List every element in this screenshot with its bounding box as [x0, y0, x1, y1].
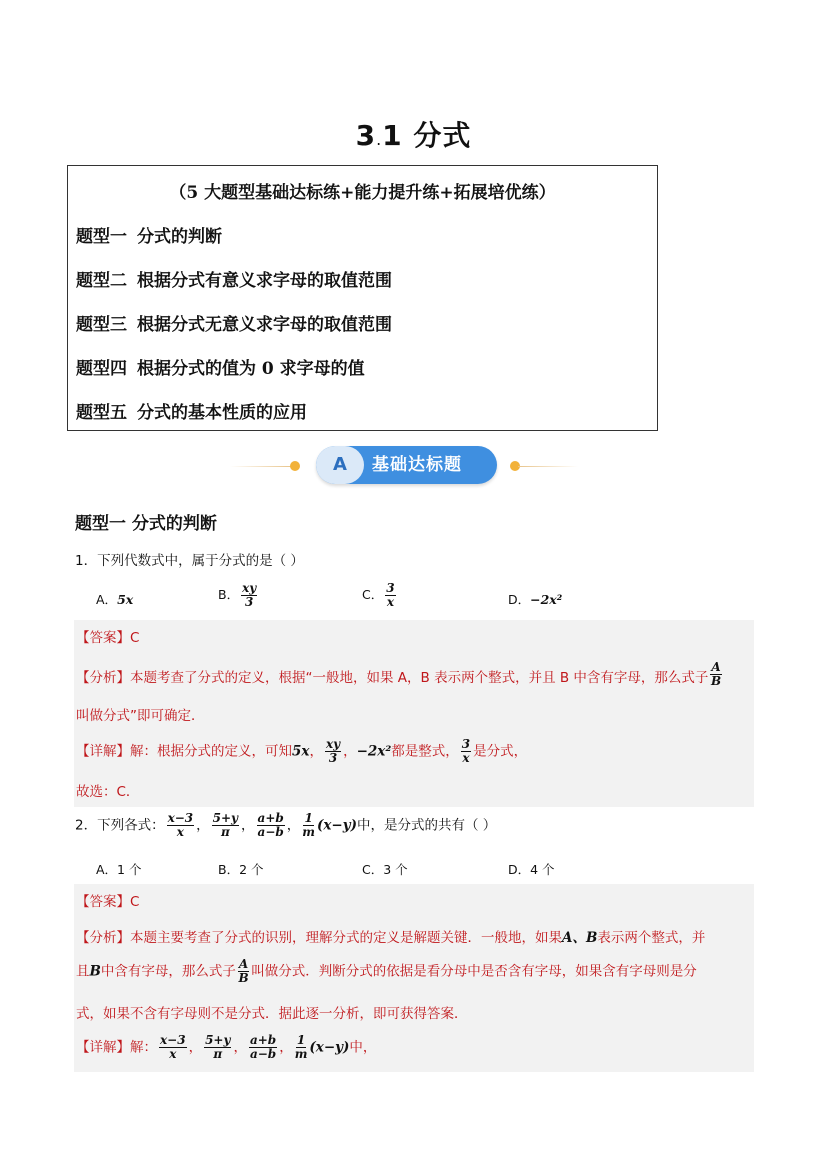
q2-analysis-line1: 【分析】本题主要考查了分式的识别，理解分式的定义是解题关键．一般地，如果A、B表示两个整式，并 [76, 930, 706, 946]
banner-dot-left [290, 461, 300, 471]
q1-answer-box [74, 620, 754, 807]
q2-answer: 【答案】C [76, 894, 140, 910]
q2-detail: 【详解】解： $\frac{x-3}{x}$ ， $\frac{5+y}{\pi}$ ， $\frac{a+b}{a-b}$ ， $\frac{1}{m}$ (x−y)中， [76, 1033, 377, 1061]
q2-option-c: C．3 个 [362, 862, 408, 877]
banner-label: 基础达标题 [372, 455, 462, 475]
q1-option-c: C． $\frac{3}{x}$ [362, 581, 395, 609]
q1-analysis-line2: 叫做分式”即可确定． [76, 708, 205, 724]
banner-line-left [230, 466, 292, 467]
q2-option-b: B．2 个 [218, 862, 264, 877]
toc-box [67, 165, 658, 431]
toc-item: 题型三 根据分式无意义求字母的取值范围 [76, 315, 392, 335]
q1-analysis-line1: 【分析】本题考查了分式的定义，根据“一般地，如果 A，B 表示两个整式，并且 B 中含有字母，那么式子 $\frac{A}{B}$ [76, 659, 722, 688]
toc-item: 题型五 分式的基本性质的应用 [76, 403, 307, 423]
section-banner [316, 446, 497, 484]
banner-line-right [518, 466, 578, 467]
q1-stem: 1．下列代数式中，属于分式的是（ ） [75, 553, 304, 569]
section-heading: 题型一 分式的判断 [75, 514, 217, 534]
q2-option-a: A．1 个 [96, 862, 142, 877]
q1-detail: 【详解】解：根据分式的定义，可知5x， $\frac{xy}{3}$ ，−2x²都是整式， $\frac{3}{x}$ 是分式， [76, 737, 528, 765]
q2-analysis-line3: 式，如果不含有字母则不是分式．据此逐一分析，即可获得答案． [76, 1006, 468, 1022]
q1-option-d: D．−2x² [508, 592, 563, 607]
q2-stem: 2．下列各式： $\frac{x-3}{x}$ ， $\frac{5+y}{\pi}$ ， $\frac{a+b}{a-b}$ ， $\frac{1}{m}$ (x−y)中，是分式的共有（ ） [75, 811, 497, 839]
toc-subtitle: （5 大题型基础达标练+能力提升练+拓展培优练） [169, 183, 556, 203]
toc-item: 题型四 根据分式的值为 0 求字母的值 [76, 359, 365, 379]
q2-answer-box [74, 884, 754, 1072]
toc-item: 题型二 根据分式有意义求字母的取值范围 [76, 271, 392, 291]
q1-option-b: B． $\frac{xy}{3}$ [218, 581, 257, 609]
banner-letter: A [316, 446, 364, 484]
q1-answer: 【答案】C [76, 630, 140, 646]
toc-item: 题型一 分式的判断 [76, 227, 222, 247]
page-title: 3.1 分式 [355, 119, 472, 152]
q1-option-a: A．5x [96, 592, 134, 607]
q2-option-d: D．4 个 [508, 862, 555, 877]
q1-choice: 故选：C． [76, 784, 140, 800]
q2-analysis-line2: 且B中含有字母，那么式子 $\frac{A}{B}$ 叫做分式．判断分式的依据是看分母中是否含有字母，如果含有字母则是分 [76, 957, 697, 985]
